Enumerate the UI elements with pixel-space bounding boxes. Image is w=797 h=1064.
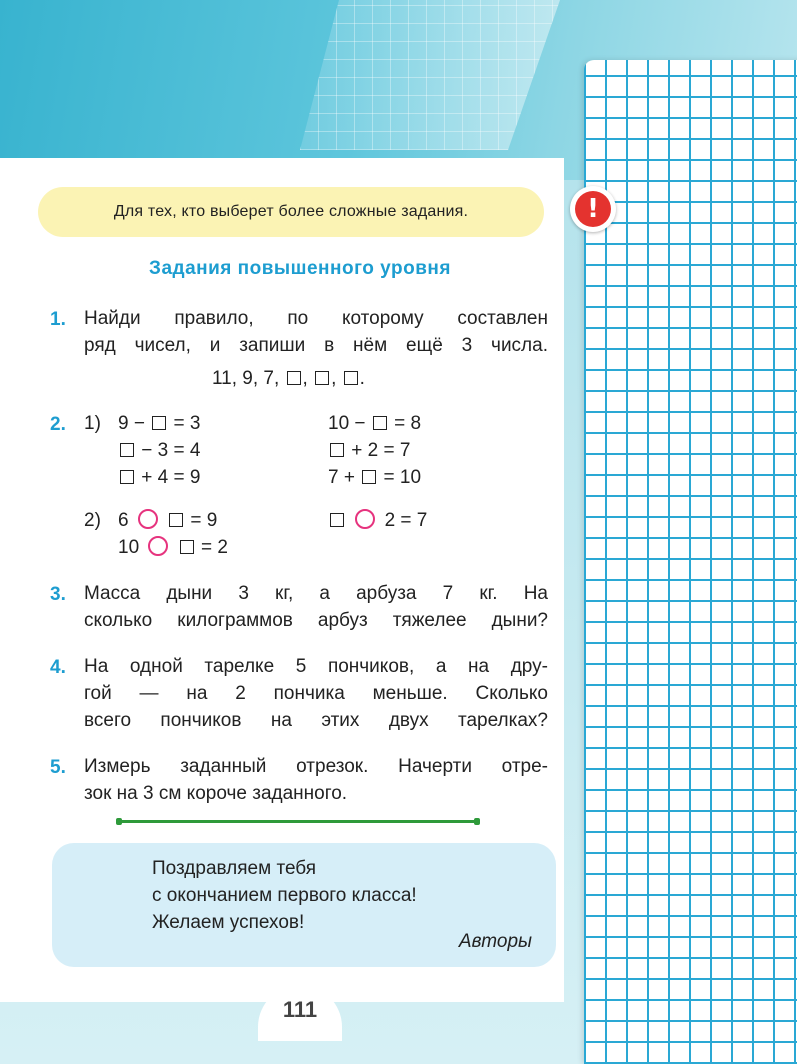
equation-text: 7 + [328, 467, 355, 488]
task2-part2-label: 2) [84, 510, 101, 531]
equation-text: = 2 [200, 537, 228, 558]
task-number-3: 3. [50, 584, 66, 605]
exclamation-icon: ! [575, 191, 611, 227]
equation-text: = 10 [383, 467, 422, 488]
authors-signature: Авторы [458, 931, 532, 952]
blank-box [152, 416, 166, 430]
difficulty-notice [38, 187, 544, 237]
congrats-line-1: Поздравляем тебя [152, 858, 317, 879]
equation-text: 9 − [118, 413, 145, 434]
equation-2 [118, 437, 200, 464]
task4-line3: всего пончиков на этих двух тарелках? [84, 710, 548, 731]
equation-text: 6 [118, 510, 129, 531]
task4-line1: На одной тарелке 5 пончиков, а на дру- [84, 656, 548, 677]
congrats-line-2: с окончанием первого класса! [152, 885, 417, 906]
operator-circle [138, 509, 158, 529]
task3-line2: сколько килограммов арбуз тяжелее дыни? [84, 610, 548, 631]
equation-text: 10 [118, 537, 140, 558]
alert-badge [570, 186, 616, 232]
congrats-line-3: Желаем успехов! [152, 912, 305, 933]
equation-text: = 8 [394, 413, 422, 434]
blank-box [373, 416, 387, 430]
blank-box [287, 371, 301, 385]
blank-box [120, 470, 134, 484]
notice-text: Для тех, кто выберет более сложные задания. [113, 203, 469, 220]
congratulations-box [52, 843, 556, 967]
equation-text: 10 − [328, 413, 366, 434]
equation-6 [328, 464, 421, 491]
equation-4 [328, 410, 421, 437]
equation-3 [118, 464, 200, 491]
task2-part1-label: 1) [84, 413, 101, 434]
operator-circle [148, 536, 168, 556]
page-number: 111 [258, 985, 342, 1041]
blank-box [169, 513, 183, 527]
task5-line2: зок на 3 см короче заданного. [84, 783, 348, 804]
task-number-4: 4. [50, 657, 66, 678]
equation-9 [118, 534, 228, 561]
equation-text: + 4 = 9 [141, 467, 201, 488]
blank-box [120, 443, 134, 457]
section-heading: Задания повышенного уровня [149, 258, 451, 279]
task-number-1: 1. [50, 309, 66, 330]
equation-text: = 9 [190, 510, 218, 531]
blank-box [330, 443, 344, 457]
equation-text: 2 = 7 [384, 510, 428, 531]
equation-text: + 2 = 7 [351, 440, 411, 461]
equation-text: = 3 [173, 413, 201, 434]
operator-circle [355, 509, 375, 529]
equation-5 [328, 437, 410, 464]
equation-7 [118, 507, 217, 534]
equation-1 [118, 410, 200, 437]
blank-box [330, 513, 344, 527]
sequence-numbers: 11, 9, 7, [212, 368, 280, 389]
task3-line1: Масса дыни 3 кг, а арбуза 7 кг. На [84, 583, 548, 604]
task5-line1: Измерь заданный отрезок. Начерти отре- [84, 756, 548, 777]
equation-8 [328, 507, 427, 534]
blank-box [315, 371, 329, 385]
task4-line2: гой — на 2 пончика меньше. Сколько [84, 683, 548, 704]
blank-box [180, 540, 194, 554]
equation-text: − 3 = 4 [141, 440, 201, 461]
task1-line2: ряд чисел, и запиши в нём ещё 3 числа. [84, 335, 548, 356]
task-number-5: 5. [50, 757, 66, 778]
task1-sequence: 11, 9, 7, , , . [212, 368, 365, 389]
congratulations-text [152, 855, 417, 936]
blank-box [344, 371, 358, 385]
blank-box [362, 470, 376, 484]
task-number-2: 2. [50, 414, 66, 435]
measure-segment [118, 820, 478, 823]
task1-line1: Найди правило, по которому составлен [84, 308, 548, 329]
